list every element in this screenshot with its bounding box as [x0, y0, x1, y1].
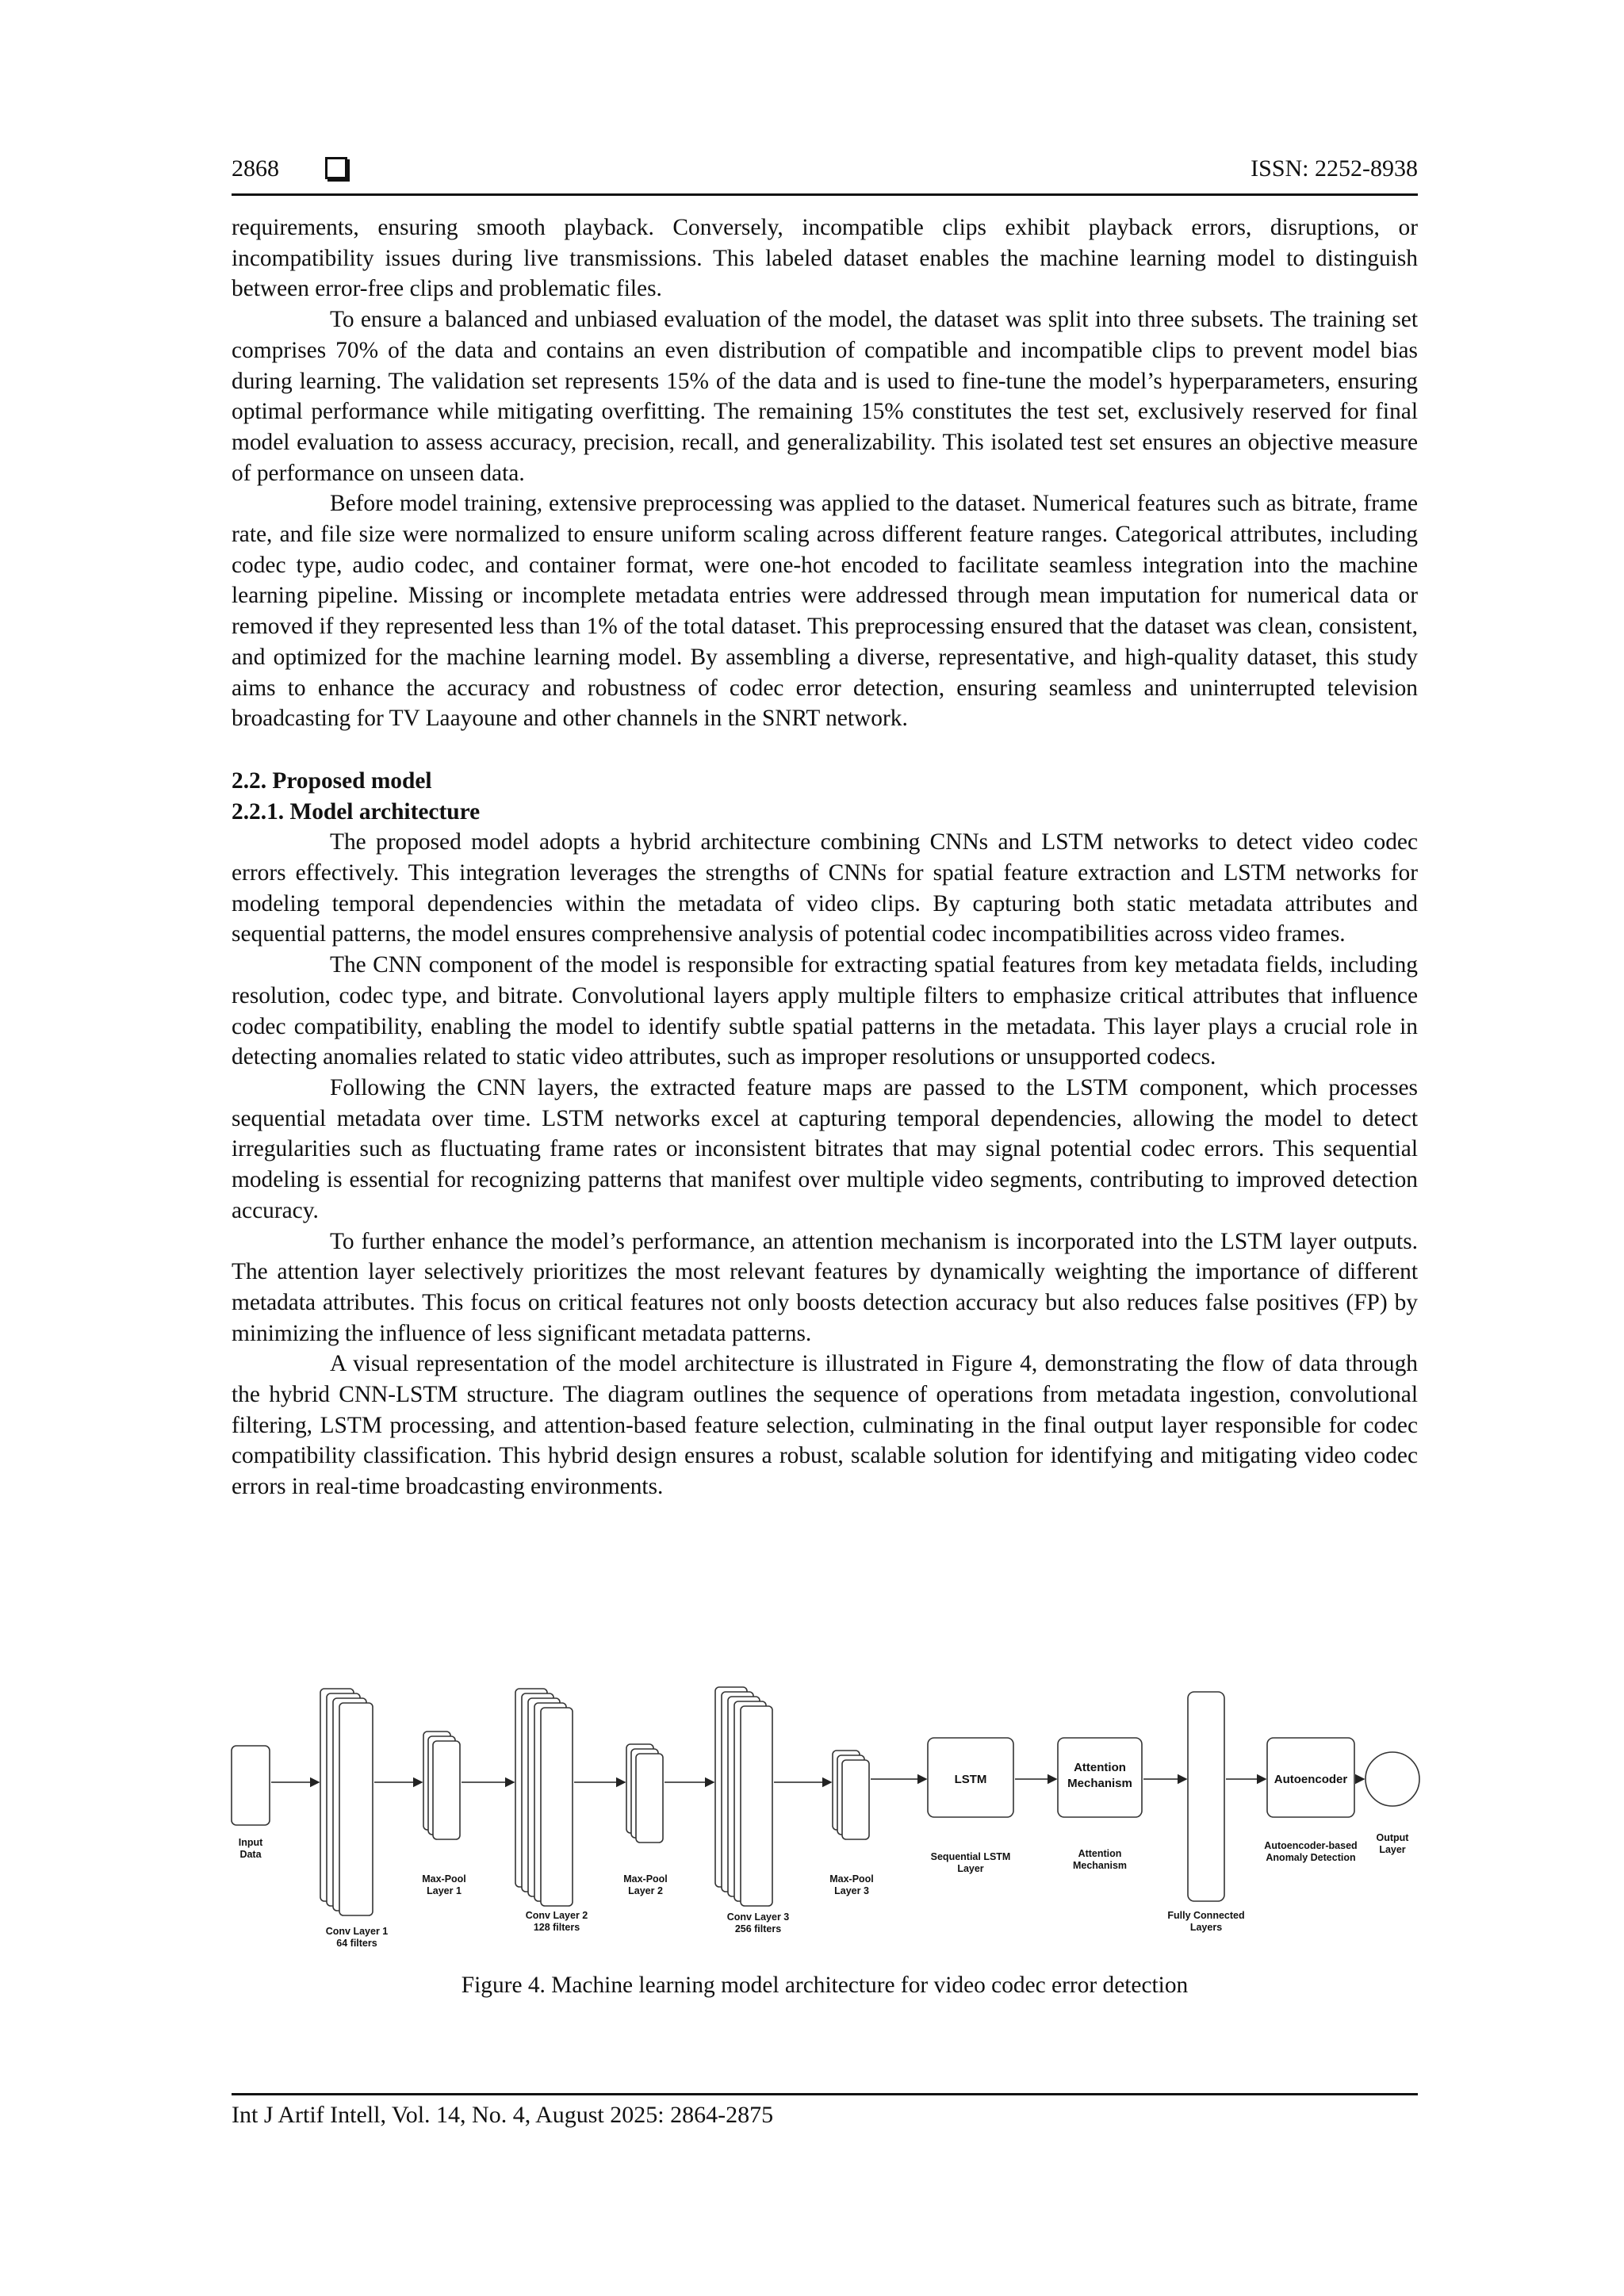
- pool3-label-1: Max-Pool: [829, 1873, 874, 1885]
- input-label-2: Data: [239, 1849, 262, 1860]
- fc-label-2: Layers: [1189, 1922, 1223, 1933]
- subsection-heading: 2.2.1. Model architecture: [232, 798, 481, 825]
- conv3-label-2: 256 filters: [734, 1923, 782, 1934]
- pool2-label-2: Layer 2: [628, 1885, 663, 1896]
- attention-label-2: Mechanism: [1072, 1860, 1128, 1871]
- pool2-label-1: Max-Pool: [623, 1873, 668, 1885]
- footer-citation: Int J Artif Intell, Vol. 14, No. 4, August 2025: 2864-2875: [232, 2102, 774, 2128]
- architecture-figure: [228, 1673, 1434, 1966]
- autoencoder-label-1: Autoencoder-based: [1264, 1840, 1358, 1851]
- output-label-1: Output: [1376, 1832, 1409, 1843]
- lstm-label-1: Sequential LSTM: [930, 1851, 1011, 1862]
- input-data-block: [232, 1746, 270, 1825]
- architecture-diagram: [228, 1673, 1434, 1966]
- page-header: [232, 152, 1418, 196]
- body-text: [232, 212, 1418, 1502]
- paragraph: A visual representation of the model architecture is illustrated in Figure 4, demonstrating the flow of data through the hybrid CNN-LSTM structure. The diagram outlines the sequence of operations from metadata ingestion, convolutional filtering, LSTM processing, and attention-based feature selection, culminating in the final output layer responsible for codec compatibility classification. This hybrid design ensures a robust, scalable solution for identifying and mitigating video codec errors in real-time broadcasting environments.: [232, 1351, 1418, 1500]
- max-pool-1-stack: [423, 1732, 460, 1839]
- attention-block-text-2: Mechanism: [1067, 1777, 1132, 1790]
- lstm-block-text: LSTM: [954, 1773, 987, 1786]
- input-label-1: Input: [238, 1837, 263, 1848]
- paragraph: requirements, ensuring smooth playback. Conversely, incompatible clips exhibit playback errors, disruptions, or incompatibility issues during live transmissions. This labeled dataset enables the machine learning model to distinguish between error-free clips and problematic files.: [232, 215, 1418, 302]
- output-node: [1365, 1752, 1419, 1806]
- conv-layer-2-stack: [515, 1689, 573, 1906]
- pool1-label-2: Layer 1: [427, 1885, 462, 1896]
- paragraph: Following the CNN layers, the extracted feature maps are passed to the LSTM component, which processes sequential metadata over time. LSTM networks excel at capturing temporal dependencies, allowing the model to detect irregularities such as fluctuating frame rates or inconsistent bitrates that may signal potential codec errors. This sequential modeling is essential for recognizing patterns that manifest over multiple video segments, contributing to improved detection accuracy.: [232, 1074, 1418, 1223]
- pool3-label-2: Layer 3: [834, 1885, 869, 1896]
- section-heading: 2.2. Proposed model: [232, 767, 432, 794]
- paragraph: To ensure a balanced and unbiased evaluation of the model, the dataset was split into three subsets. The training set comprises 70% of the data and contains an even distribution of compatible and incompatible clips to prevent model bias during learning. The validation set represents 15% of the data and is used to fine-tune the model’s hyperparameters, ensuring optimal performance while mitigating overfitting. The remaining 15% constitutes the test set, exclusively reserved for final model evaluation to assess accuracy, precision, recall, and generalizability. This isolated test set ensures an objective measure of performance on unseen data.: [232, 307, 1418, 486]
- conv-layer-3-stack: [715, 1687, 772, 1906]
- paragraph: To further enhance the model’s performance, an attention mechanism is incorporated into the LSTM layer outputs. The attention layer selectively prioritizes the most relevant features by dynamically weighting the importance of different metadata attributes. This focus on critical features not only boosts detection accuracy but also reduces false positives (FP) by minimizing the influence of less significant metadata patterns.: [232, 1228, 1418, 1346]
- conv2-label-2: 128 filters: [533, 1922, 580, 1933]
- conv3-label-1: Conv Layer 3: [726, 1911, 790, 1923]
- checkbox-icon: [325, 157, 347, 179]
- conv2-label-1: Conv Layer 2: [525, 1910, 588, 1921]
- paragraph: Before model training, extensive preprocessing was applied to the dataset. Numerical features such as bitrate, frame rate, and file size were normalized to ensure uniform scaling across different feature ranges. Categorical attributes, including codec type, audio codec, and container format, were one-hot encoded to facilitate seamless integration into the machine learning pipeline. Missing or incomplete metadata entries were addressed through mean imputation for numerical data or removed if they represented less than 1% of the total dataset. This preprocessing ensured that the dataset was clean, consistent, and optimized for the machine learning model. By assembling a diverse, representative, and high-quality dataset, this study aims to enhance the accuracy and robustness of codec error detection, ensuring seamless and uninterrupted television broadcasting for TV Laayoune and other channels in the SNRT network.: [232, 491, 1418, 732]
- output-label-2: Layer: [1379, 1844, 1406, 1855]
- paragraph: The CNN component of the model is responsible for extracting spatial features from key metadata fields, including resolution, codec type, and bitrate. Convolutional layers apply multiple filters to emphasize critical attributes that influence codec compatibility, enabling the model to identify subtle spatial patterns in the metadata. This layer plays a crucial role in detecting anomalies related to static video attributes, such as improper resolutions or unsupported codecs.: [232, 952, 1418, 1070]
- figure-caption: Figure 4. Machine learning model architecture for video codec error detection: [461, 1973, 1189, 1998]
- attention-label-1: Attention: [1078, 1848, 1122, 1859]
- conv-layer-1-stack: [320, 1689, 373, 1915]
- fc-label-1: Fully Connected: [1167, 1910, 1245, 1921]
- attention-block-text-1: Attention: [1074, 1761, 1126, 1774]
- page-number: 2868: [232, 155, 279, 182]
- conv1-label-1: Conv Layer 1: [325, 1926, 389, 1937]
- autoencoder-label-2: Anomaly Detection: [1266, 1852, 1356, 1863]
- conv1-label-2: 64 filters: [336, 1938, 377, 1949]
- issn: ISSN: 2252-8938: [1251, 155, 1418, 182]
- autoencoder-block-text: Autoencoder: [1274, 1773, 1348, 1786]
- pool1-label-1: Max-Pool: [422, 1873, 466, 1885]
- page-footer: [232, 2093, 1418, 2129]
- paragraph: The proposed model adopts a hybrid architecture combining CNNs and LSTM networks to detect video codec errors effectively. This integration leverages the strengths of CNNs for spatial feature extraction and LSTM networks for modeling temporal dependencies within the metadata of video clips. By capturing both static metadata attributes and sequential patterns, the model ensures comprehensive analysis of potential codec incompatibilities across video frames.: [232, 829, 1418, 947]
- max-pool-2-stack: [626, 1744, 663, 1843]
- max-pool-3-stack: [833, 1751, 869, 1839]
- lstm-label-2: Layer: [957, 1863, 984, 1874]
- fully-connected-block: [1188, 1692, 1224, 1901]
